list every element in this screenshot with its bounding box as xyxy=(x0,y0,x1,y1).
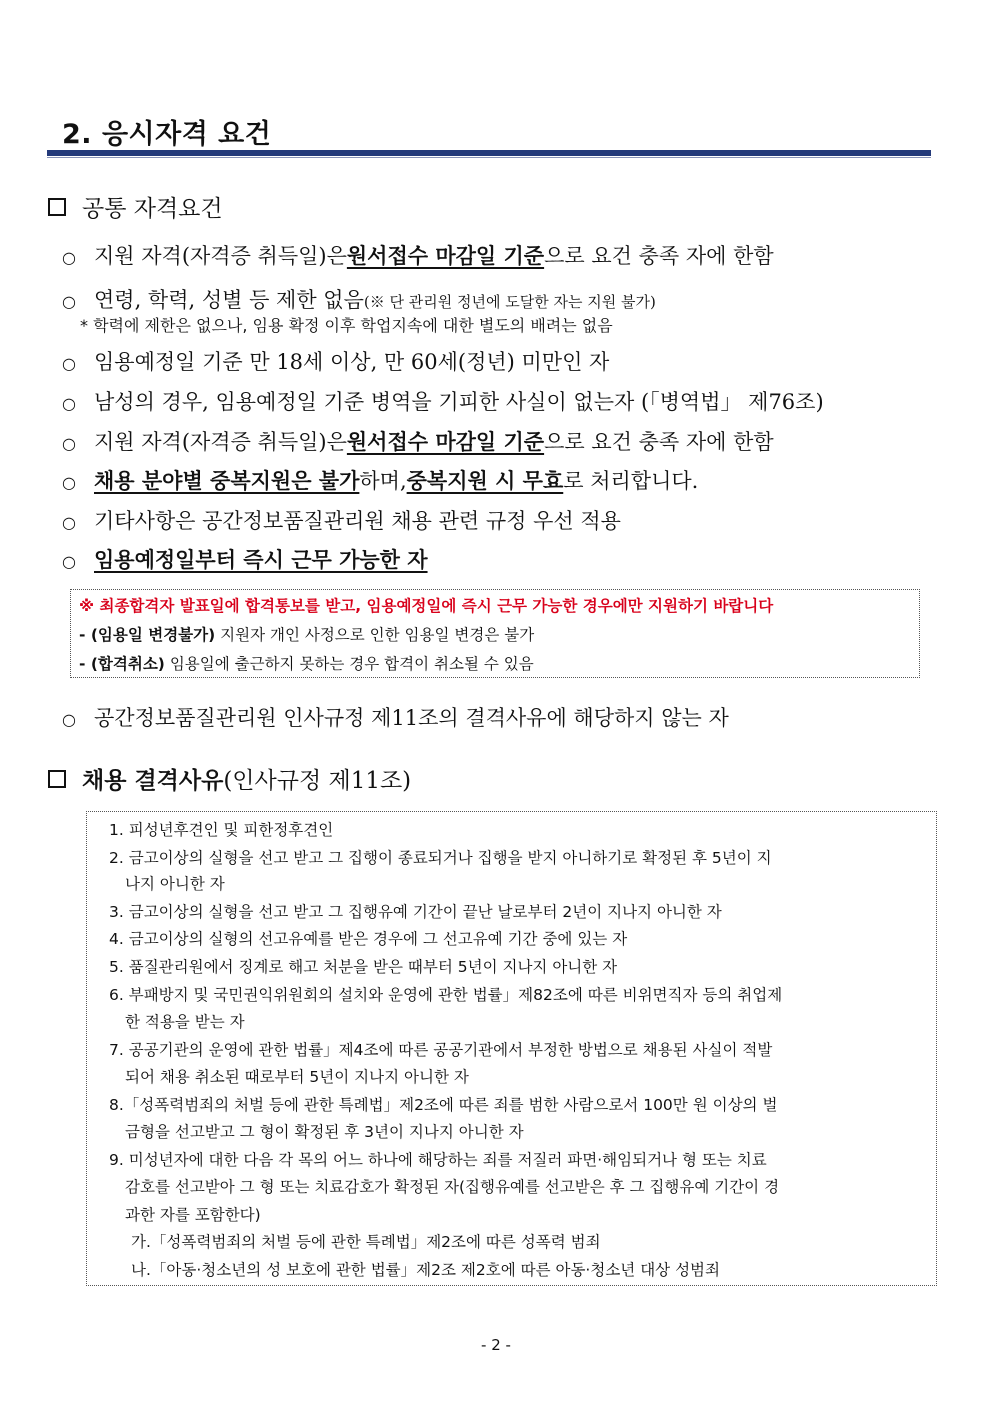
circle-bullet-icon: ○ xyxy=(62,292,76,311)
disq-line: 2. 금고이상의 실형을 선고 받고 그 집행이 종료되거나 집행을 받지 아니하기로 확정된 후 5년이 지 xyxy=(109,849,772,867)
section-sublabel: (인사규정 제11조) xyxy=(223,768,412,794)
disq-line: 감호를 선고받아 그 형 또는 치료감호가 확정된 자(집행유예를 선고받은 후 그 집행유예 기간이 경 xyxy=(125,1178,780,1196)
circle-bullet-icon: ○ xyxy=(62,710,76,729)
list-item: ○ 임용예정일 기준 만 18세 이상, 만 60세(정년) 미만인 자 xyxy=(62,350,610,374)
circle-bullet-icon: ○ xyxy=(62,434,76,453)
page-title: 2. 응시자격 요건 xyxy=(62,119,272,150)
footnote: * 학력에 제한은 없으나, 임용 확정 이후 학업지속에 대한 별도의 배려는 없음 xyxy=(80,316,613,335)
circle-bullet-icon: ○ xyxy=(62,473,76,492)
section-disqualifications xyxy=(48,762,411,795)
checkbox-square-icon xyxy=(48,198,66,216)
disq-line: 1. 피성년후견인 및 피한정후견인 xyxy=(109,821,334,839)
disq-subline: 가.「성폭력범죄의 처벌 등에 관한 특례법」제2조에 따른 성폭력 범죄 xyxy=(131,1233,601,1251)
disq-line: 8.「성폭력범죄의 처벌 등에 관한 특례법」제2조에 따른 죄를 범한 사람으로서 100만 원 이상의 벌 xyxy=(109,1096,778,1114)
notice-box xyxy=(70,589,920,678)
list-item: ○ 기타사항은 공간정보품질관리원 채용 관련 규정 우선 적용 xyxy=(62,509,621,533)
notice-line: - (임용일 변경불가) 지원자 개인 사정으로 인한 임용일 변경은 불가 xyxy=(79,626,535,644)
circle-bullet-icon: ○ xyxy=(62,354,76,373)
circle-bullet-icon: ○ xyxy=(62,552,76,571)
section-label: 채용 결격사유 xyxy=(82,767,224,794)
page-number: - 2 - xyxy=(481,1336,511,1354)
title-rule-thin xyxy=(47,157,931,158)
circle-bullet-icon: ○ xyxy=(62,513,76,532)
list-item: ○ 임용예정일부터 즉시 근무 가능한 자 xyxy=(62,547,428,572)
circle-bullet-icon: ○ xyxy=(62,394,76,413)
disq-line: 금형을 선고받고 그 형이 확정된 후 3년이 지나지 아니한 자 xyxy=(125,1123,524,1141)
list-item: ○ 채용 분야별 중복지원은 불가 하며, 중복지원 시 무효 로 처리합니다. xyxy=(62,468,699,493)
list-item: ○ 남성의 경우, 임용예정일 기준 병역을 기피한 사실이 없는자 (「병역법」 제76조) xyxy=(62,390,824,414)
list-item: ○ 연령, 학력, 성별 등 제한 없음 (※ 단 관리원 정년에 도달한 자는 지원 불가) xyxy=(62,288,656,312)
list-item: ○ 지원 자격(자격증 취득일)은 원서접수 마감일 기준 으로 요건 충족 자에 한함 xyxy=(62,429,774,454)
circle-bullet-icon: ○ xyxy=(62,248,76,267)
title-rule xyxy=(47,150,931,156)
disq-line: 과한 자를 포함한다) xyxy=(125,1206,261,1224)
disq-line: 나지 아니한 자 xyxy=(125,875,225,893)
disq-line: 9. 미성년자에 대한 다음 각 목의 어느 하나에 해당하는 죄를 저질러 파면·해임되거나 형 또는 치료 xyxy=(109,1151,767,1169)
disq-line: 7. 공공기관의 운영에 관한 법률」제4조에 따른 공공기관에서 부정한 방법으로 채용된 사실이 적발 xyxy=(109,1041,773,1059)
section-common-requirements xyxy=(48,190,223,223)
disq-line: 4. 금고이상의 실형의 선고유예를 받은 경우에 그 선고유예 기간 중에 있는 자 xyxy=(109,930,628,948)
list-item: ○ 공간정보품질관리원 인사규정 제11조의 결격사유에 해당하지 않는 자 xyxy=(62,706,729,730)
disqualification-box xyxy=(86,811,937,1286)
disq-line: 5. 품질관리원에서 징계로 해고 처분을 받은 때부터 5년이 지나지 아니한 자 xyxy=(109,958,618,976)
notice-warning: ※ 최종합격자 발표일에 합격통보를 받고, 임용예정일에 즉시 근무 가능한 경우에만 지원하기 바랍니다 xyxy=(79,597,774,615)
disq-subline: 나.「아동·청소년의 성 보호에 관한 법률」제2조 제2호에 따른 아동·청소년 대상 성범죄 xyxy=(131,1261,720,1279)
disq-line: 되어 채용 취소된 때로부터 5년이 지나지 아니한 자 xyxy=(125,1068,469,1086)
disq-line: 3. 금고이상의 실형을 선고 받고 그 집행유예 기간이 끝난 날로부터 2년이 지나지 아니한 자 xyxy=(109,903,722,921)
list-item: ○ 지원 자격(자격증 취득일)은 원서접수 마감일 기준 으로 요건 충족 자에 한함 xyxy=(62,243,774,268)
checkbox-square-icon xyxy=(48,770,66,788)
disq-line: 한 적용을 받는 자 xyxy=(125,1013,245,1031)
notice-line: - (합격취소) 임용일에 출근하지 못하는 경우 합격이 취소될 수 있음 xyxy=(79,655,534,673)
disq-line: 6. 부패방지 및 국민권익위원회의 설치와 운영에 관한 법률」제82조에 따른 비위면직자 등의 취업제 xyxy=(109,986,783,1004)
section-label: 공통 자격요건 xyxy=(82,196,223,222)
